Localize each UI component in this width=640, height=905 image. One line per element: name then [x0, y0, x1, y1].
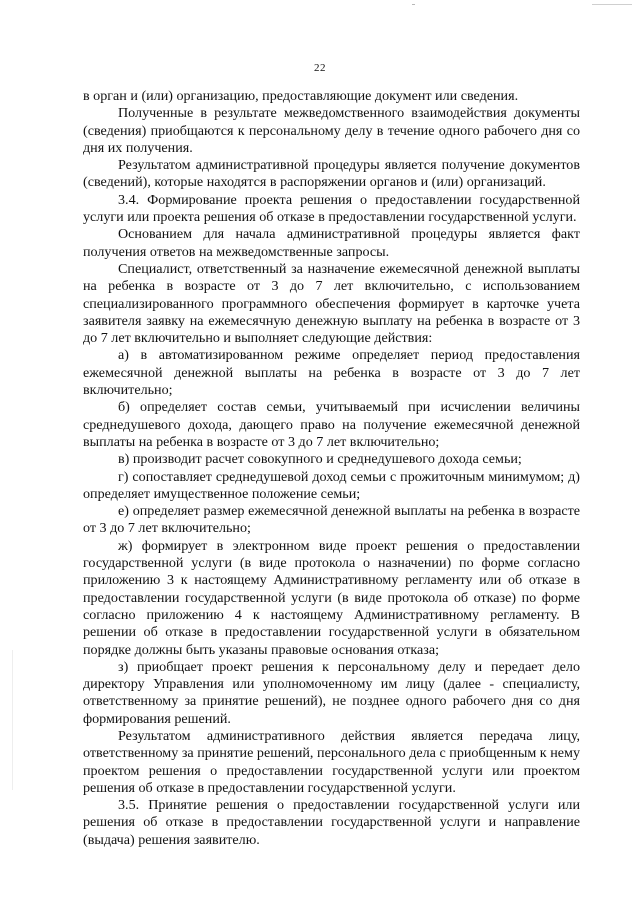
paragraph: в орган и (или) организацию, предоставляющие документ или сведения.: [83, 88, 519, 104]
paragraph: Результатом административного действия является передача лицу, ответственному за принятие решений, персонального дела с приобщенным к нему проектом решения о предоставлении государственной услуги или проектом решения об отказе в предоставлении государственной услуги.: [83, 727, 580, 796]
list-item: з) приобщает проект решения к персональному делу и передает дело директору Управления или уполномоченному им лицу (далее - специалисту, ответственному за принятие решений), не позднее одного рабочего дня со дня формирования решений.: [83, 658, 580, 727]
list-item: б) определяет состав семьи, учитываемый при исчислении величины среднедушевого дохода, дающего право на получение ежемесячной денежной выплаты на ребенка в возрасте от 3 до 7 лет включительно;: [83, 399, 580, 450]
paragraph: Основанием для начала административной процедуры является факт получения ответов на межведомственные запросы.: [83, 226, 580, 260]
scan-mark: [592, 4, 632, 5]
list-item: ж) формирует в электронном виде проект решения о предоставлении государственной услуги (в виде протокола о назначении) по форме согласно приложению 3 к настоящему Административному регламенту или об отказе в предоставлении государственной услуги (в виде протокола об отказе) по форме согласно приложению 4 к настоящему Административному регламенту. В решении об отказе в предоставлении государственной услуги в обязательном порядке должны быть указаны правовые основания отказа;: [83, 537, 580, 658]
paragraph: Специалист, ответственный за назначение ежемесячной денежной выплаты на ребенка в возрасте от 3 до 7 лет включительно, с использованием специализированного программного обеспечения формирует в карточке учета заявителя заявку на ежемесячную денежную выплату на ребенка в возрасте от 3 до 7 лет включительно и выполняет следующие действия:: [83, 260, 580, 347]
scan-mark: [412, 4, 415, 5]
list-item: в) производит расчет совокупного и среднедушевого дохода семьи;: [118, 451, 522, 468]
paragraph: Полученные в результате межведомственного взаимодействия документы (сведения) приобщаются к персональному делу в течение одного рабочего дня со дня их получения.: [83, 105, 580, 156]
list-item: е) определяет размер ежемесячной денежной выплаты на ребенка в возрасте от 3 до 7 лет включительно;: [83, 503, 580, 537]
page-number: 22: [314, 62, 326, 74]
scan-edge-shadow: [12, 650, 13, 790]
list-item: г) сопоставляет среднедушевой доход семьи с прожиточным минимумом; д) определяет имущественное положение семьи;: [83, 468, 580, 502]
paragraph: Результатом административной процедуры является получение документов (сведений), которые находятся в распоряжении органов и (или) организаций.: [83, 157, 580, 191]
document-body: [83, 88, 580, 849]
section-heading: 3.4. Формирование проекта решения о предоставлении государственной услуги или проекта решения об отказе в предоставлении государственной услуги.: [83, 191, 580, 226]
list-item: а) в автоматизированном режиме определяет период предоставления ежемесячной денежной выплаты на ребенка в возрасте от 3 до 7 лет включительно;: [83, 347, 580, 399]
section-heading: 3.5. Принятие решения о предоставлении государственной услуги или решения об отказе в предоставлении государственной услуги и направление (выдача) решения заявителю.: [83, 797, 580, 848]
